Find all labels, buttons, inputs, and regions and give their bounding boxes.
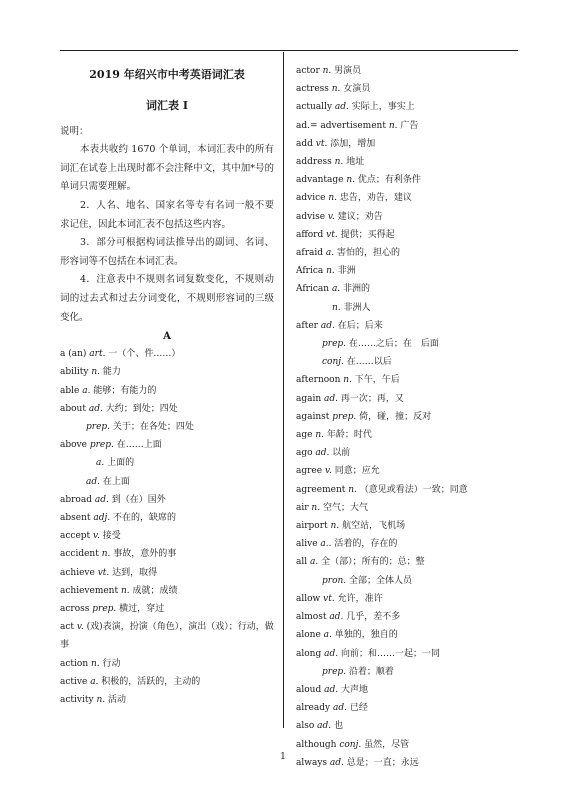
definition: （意见或看法）一致；同意 bbox=[359, 484, 468, 495]
headword: ability bbox=[60, 367, 89, 378]
definition: 沿着；顺着 bbox=[348, 666, 394, 677]
definition: 以前 bbox=[332, 448, 351, 459]
part-of-speech: ad. bbox=[94, 494, 109, 505]
notes-heading: 说明： bbox=[60, 126, 89, 137]
part-of-speech: pron. bbox=[322, 575, 347, 586]
headword: Africa bbox=[296, 266, 324, 277]
definition: 优点；有利条件 bbox=[357, 175, 421, 186]
vocab-entry bbox=[296, 189, 518, 207]
part-of-speech: ad. bbox=[315, 448, 330, 459]
definition: 活着的，存在的 bbox=[334, 539, 398, 550]
headword: above bbox=[60, 440, 87, 451]
part-of-speech: prep. bbox=[332, 411, 357, 422]
notes-paragraph: 3．部分可根据构词法推导出的副词、名词、形容词等不包括在本词汇表。 bbox=[60, 237, 274, 267]
headword: add bbox=[296, 138, 313, 149]
vocab-entry bbox=[296, 645, 518, 663]
definition: 允许，准许 bbox=[337, 593, 383, 604]
part-of-speech: n. bbox=[346, 175, 355, 186]
vocab-entry bbox=[296, 626, 518, 644]
part-of-speech: prep. bbox=[86, 421, 111, 432]
vocab-entry bbox=[296, 299, 518, 317]
headword: advantage bbox=[296, 175, 344, 186]
headword: age bbox=[296, 430, 313, 441]
headword: actress bbox=[296, 84, 329, 95]
part-of-speech: a. bbox=[331, 284, 341, 295]
part-of-speech: prep. bbox=[322, 666, 347, 677]
headword: against bbox=[296, 411, 330, 422]
column-divider bbox=[283, 52, 284, 728]
part-of-speech: ad. bbox=[86, 476, 100, 487]
part-of-speech: ad. bbox=[324, 648, 339, 659]
definition: 成就；成绩 bbox=[132, 585, 178, 596]
part-of-speech: vt. bbox=[97, 567, 110, 578]
top-rule bbox=[60, 50, 518, 51]
definition: 男演员 bbox=[334, 66, 362, 76]
headword: also bbox=[296, 721, 315, 732]
definition: 也 bbox=[334, 721, 344, 732]
vocab-entry bbox=[60, 363, 274, 381]
headword: a (an) bbox=[60, 349, 87, 360]
definition: 能够；有能力的 bbox=[93, 385, 157, 396]
vocab-entry bbox=[60, 564, 274, 582]
part-of-speech: v. bbox=[324, 466, 332, 477]
definition: 在……上面 bbox=[116, 440, 162, 451]
vocab-entry bbox=[60, 382, 274, 400]
part-of-speech: a. bbox=[325, 248, 335, 259]
definition: 下午，午后 bbox=[354, 375, 400, 386]
vocab-entry bbox=[296, 262, 518, 280]
vocab-entry bbox=[296, 208, 518, 226]
definition: 积极的，活跃的，主动的 bbox=[101, 676, 201, 687]
headword: afraid bbox=[296, 248, 324, 259]
part-of-speech: conj. bbox=[339, 739, 362, 750]
definition: 接受 bbox=[102, 531, 121, 542]
vocab-entry bbox=[60, 400, 274, 418]
part-of-speech: n. bbox=[322, 66, 332, 76]
headword: again bbox=[296, 393, 322, 404]
vocab-entry bbox=[296, 736, 518, 754]
part-of-speech: a. bbox=[90, 676, 99, 687]
vocab-entry bbox=[296, 98, 518, 116]
definition: 能力 bbox=[102, 367, 121, 378]
headword: ad.= advertisement bbox=[296, 120, 386, 131]
headword: after bbox=[296, 320, 318, 331]
headword: African bbox=[296, 284, 330, 295]
headword: accident bbox=[60, 549, 99, 560]
vocab-entry bbox=[296, 153, 518, 171]
vocab-entry bbox=[60, 491, 274, 509]
headword: active bbox=[60, 676, 88, 687]
definition: 已经 bbox=[349, 703, 368, 714]
part-of-speech: ad. bbox=[320, 320, 335, 331]
part-of-speech: n. bbox=[330, 521, 340, 532]
vocab-entry bbox=[60, 454, 274, 472]
document-title: 2019 年绍兴市中考英语词汇表 bbox=[89, 68, 245, 81]
vocab-entry bbox=[60, 691, 274, 709]
vocab-entry bbox=[296, 390, 518, 408]
definition: 女演员 bbox=[343, 84, 371, 95]
part-of-speech: n. bbox=[332, 302, 341, 313]
definition: 上面的 bbox=[107, 458, 135, 469]
definition: 事故，意外的事 bbox=[113, 549, 177, 560]
part-of-speech: conj. bbox=[322, 357, 344, 368]
vocab-entry bbox=[296, 426, 518, 444]
part-of-speech: adj. bbox=[93, 512, 111, 523]
headword: almost bbox=[296, 612, 327, 623]
vocab-entry bbox=[296, 699, 518, 717]
part-of-speech: ad. bbox=[317, 721, 332, 732]
definition: 提供；买得起 bbox=[340, 229, 395, 240]
part-of-speech: ad. bbox=[332, 703, 347, 714]
definition: 在……之后；在 后面 bbox=[348, 339, 439, 350]
headword: activity bbox=[60, 695, 94, 705]
headword: afternoon bbox=[296, 375, 341, 386]
headword: already bbox=[296, 703, 331, 714]
definition: 添加，增加 bbox=[330, 138, 376, 149]
headword: agree bbox=[296, 466, 323, 477]
headword: alone bbox=[296, 630, 321, 641]
definition: 在上面 bbox=[102, 476, 130, 487]
definition: 再一次；再，又 bbox=[340, 393, 404, 404]
vocabulary-list-right bbox=[296, 62, 518, 772]
definition: (戏)表演，扮演（角色），演出（戏）；行动，做事 bbox=[60, 622, 274, 651]
vocab-entry bbox=[296, 317, 518, 335]
vocab-entry bbox=[60, 582, 274, 600]
vocab-entry bbox=[296, 608, 518, 626]
vocab-entry bbox=[296, 462, 518, 480]
part-of-speech: n. bbox=[328, 193, 338, 204]
headword: about bbox=[60, 403, 86, 414]
vocab-entry bbox=[60, 527, 274, 545]
vocab-entry bbox=[296, 280, 518, 298]
vocab-entry bbox=[296, 62, 518, 80]
part-of-speech: a. bbox=[323, 630, 332, 641]
notes-paragraph: 2．人名、地名、国家名等专有名词一般不要求记住，因此本词汇表不包括这些内容。 bbox=[60, 199, 274, 230]
vocab-entry bbox=[296, 535, 518, 553]
part-of-speech: vt. bbox=[315, 138, 328, 149]
part-of-speech: ad. bbox=[88, 403, 103, 414]
part-of-speech: vt. bbox=[323, 593, 335, 604]
definition: 向前；和……一起；一同 bbox=[340, 648, 440, 659]
headword: action bbox=[60, 658, 89, 669]
vocab-entry bbox=[60, 418, 274, 436]
definition: 航空站，飞机场 bbox=[342, 521, 406, 532]
part-of-speech: n. bbox=[348, 484, 357, 495]
definition: 大约；到处；四处 bbox=[105, 403, 178, 414]
part-of-speech: n. bbox=[120, 585, 130, 596]
definition: 建议；劝告 bbox=[337, 211, 383, 222]
definition: 到（在）国外 bbox=[111, 494, 166, 505]
part-of-speech: a. bbox=[82, 385, 91, 396]
vocab-entry bbox=[296, 226, 518, 244]
definition: 不在的，缺席的 bbox=[113, 512, 177, 523]
notes-paragraph: 4．注意表中不规则名词复数变化，不规则动词的过去式和过去分词变化，不规则形容词的三级变化。 bbox=[60, 274, 274, 323]
part-of-speech: n. bbox=[388, 120, 398, 131]
part-of-speech: n. bbox=[315, 430, 324, 441]
vocab-entry bbox=[60, 545, 274, 563]
headword: aloud bbox=[296, 684, 322, 695]
headword: achievement bbox=[60, 585, 119, 596]
part-of-speech: prep. bbox=[89, 440, 114, 451]
vocab-entry bbox=[296, 717, 518, 735]
definition: 大声地 bbox=[340, 684, 368, 695]
headword: airport bbox=[296, 521, 328, 532]
definition: 横过，穿过 bbox=[119, 603, 165, 614]
part-of-speech: art. bbox=[89, 349, 106, 360]
document-subtitle: 词汇表 I bbox=[146, 99, 188, 112]
headword: allow bbox=[296, 593, 321, 604]
headword: accept bbox=[60, 531, 91, 542]
definition: 年龄；时代 bbox=[326, 430, 372, 441]
part-of-speech: prep. bbox=[92, 603, 117, 614]
headword: address bbox=[296, 157, 332, 168]
vocab-entry bbox=[296, 353, 518, 371]
definition: 害怕的，担心的 bbox=[337, 248, 401, 259]
definition: 几乎，差不多 bbox=[346, 612, 401, 623]
part-of-speech: ad. bbox=[324, 684, 339, 695]
definition: 全（部）；所有的；总；整 bbox=[321, 557, 425, 568]
right-column bbox=[296, 62, 518, 772]
part-of-speech: a.. bbox=[320, 539, 332, 550]
vocab-entry bbox=[296, 553, 518, 571]
vocab-entry bbox=[60, 509, 274, 527]
definition: 在后；后来 bbox=[337, 320, 383, 331]
part-of-speech: a. bbox=[96, 458, 105, 469]
definition: 倚，碰，撞；反对 bbox=[359, 411, 432, 422]
definition: 全部；全体人员 bbox=[349, 575, 413, 586]
part-of-speech: n. bbox=[343, 375, 352, 386]
part-of-speech: a. bbox=[310, 557, 319, 568]
headword: ago bbox=[296, 448, 313, 459]
vocab-entry bbox=[296, 572, 518, 590]
vocab-entry bbox=[296, 590, 518, 608]
headword: afford bbox=[296, 229, 324, 240]
definition: 忠告，劝告，建议 bbox=[339, 193, 412, 204]
headword: advise bbox=[296, 211, 326, 222]
headword: actor bbox=[296, 66, 320, 76]
vocab-entry bbox=[60, 618, 274, 654]
vocab-entry bbox=[60, 473, 274, 491]
definition: 虽然，尽管 bbox=[364, 739, 410, 750]
headword: along bbox=[296, 648, 322, 659]
part-of-speech: n. bbox=[101, 549, 111, 560]
headword: advice bbox=[296, 193, 326, 204]
headword: always bbox=[296, 757, 328, 768]
vocab-entry bbox=[60, 655, 274, 673]
vocab-entry bbox=[296, 335, 518, 353]
headword: achieve bbox=[60, 567, 95, 578]
headword: across bbox=[60, 603, 90, 614]
section-letter: A bbox=[163, 331, 171, 343]
notes-paragraph: 本表共收约 1670 个单词，本词汇表中的所有词汇在试卷上出现时都不会注释中文，其中加*号的单词只需要理解。 bbox=[60, 144, 274, 193]
part-of-speech: ad. bbox=[329, 757, 344, 768]
part-of-speech: n. bbox=[91, 658, 100, 669]
vocab-entry bbox=[296, 171, 518, 189]
definition: 地址 bbox=[346, 157, 365, 168]
definition: 总是；一直；永远 bbox=[346, 757, 419, 768]
vocab-entry bbox=[296, 408, 518, 426]
definition: 一（个、件……） bbox=[108, 349, 181, 360]
part-of-speech: v. bbox=[93, 531, 100, 542]
definition: 同意；应允 bbox=[334, 466, 380, 477]
vocab-entry bbox=[296, 681, 518, 699]
definition: 空气；大气 bbox=[322, 502, 368, 513]
headword: absent bbox=[60, 512, 91, 523]
definition: 非洲人 bbox=[343, 302, 371, 313]
definition: 广告 bbox=[400, 120, 419, 131]
headword: able bbox=[60, 385, 80, 396]
vocab-entry bbox=[296, 663, 518, 681]
vocab-entry bbox=[296, 135, 518, 153]
definition: 非洲的 bbox=[343, 284, 371, 295]
part-of-speech: v. bbox=[327, 211, 335, 222]
left-column bbox=[60, 62, 274, 709]
part-of-speech: n. bbox=[331, 84, 341, 95]
definition: 非洲 bbox=[337, 266, 356, 277]
part-of-speech: n. bbox=[326, 266, 335, 277]
part-of-speech: v. bbox=[76, 622, 84, 633]
definition: 活动 bbox=[108, 695, 127, 705]
definition: 在……以后 bbox=[346, 357, 392, 368]
definition: 关于；在各处；四处 bbox=[112, 421, 194, 432]
vocab-entry bbox=[60, 436, 274, 454]
part-of-speech: n. bbox=[91, 367, 101, 378]
headword: air bbox=[296, 502, 309, 513]
headword: actually bbox=[296, 102, 333, 113]
part-of-speech: ad. bbox=[334, 102, 349, 113]
headword: act bbox=[60, 622, 75, 633]
vocab-entry bbox=[296, 517, 518, 535]
definition: 单独的，独自的 bbox=[334, 630, 398, 641]
vocab-entry bbox=[296, 499, 518, 517]
headword: agreement bbox=[296, 484, 346, 495]
vocab-entry bbox=[60, 345, 274, 363]
headword: all bbox=[296, 557, 308, 568]
part-of-speech: vt. bbox=[326, 229, 338, 240]
definition: 达到，取得 bbox=[112, 567, 158, 578]
vocab-entry bbox=[60, 673, 274, 691]
vocabulary-list-left bbox=[60, 345, 274, 709]
part-of-speech: prep. bbox=[322, 339, 347, 350]
page-number: 1 bbox=[280, 752, 286, 762]
part-of-speech: ad. bbox=[324, 393, 339, 404]
vocab-entry bbox=[296, 244, 518, 262]
part-of-speech: n. bbox=[311, 502, 321, 513]
vocab-entry bbox=[296, 117, 518, 135]
definition: 行动 bbox=[102, 658, 121, 669]
headword: alive bbox=[296, 539, 318, 550]
part-of-speech: ad. bbox=[329, 612, 344, 623]
vocab-entry bbox=[296, 80, 518, 98]
vocab-entry bbox=[296, 481, 518, 499]
vocab-entry bbox=[60, 600, 274, 618]
headword: abroad bbox=[60, 494, 92, 505]
part-of-speech: n. bbox=[334, 157, 344, 168]
definition: 实际上，事实上 bbox=[351, 102, 415, 113]
headword: although bbox=[296, 739, 337, 750]
part-of-speech: n. bbox=[96, 695, 106, 705]
vocab-entry bbox=[296, 371, 518, 389]
vocab-entry bbox=[296, 444, 518, 462]
